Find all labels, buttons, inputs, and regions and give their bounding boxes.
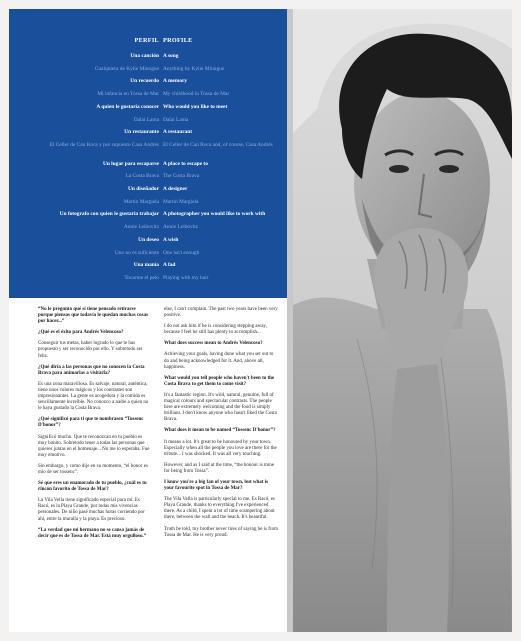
- portrait-photo: [287, 9, 512, 632]
- interview-question: ¿Qué diría a las personas que no conocen la Costa Brava para animarlas a visitarla?: [38, 364, 145, 376]
- profile-panel: [9, 9, 288, 298]
- profile-answer: My childhood in Tossa de Mar: [163, 91, 230, 98]
- profile-answer: El Celler de Can Roca and, of course, Casa Andrés: [163, 141, 273, 148]
- interview-answer: Es una zona maravillosa. Es salvaje, natural, auténtica, tiene unos colores mágicos y los contrastes son impresionantes. La gente es acogedora y la comida es sencillamente increíble. No conozco a nadie a quien no le haya gustado la Costa Brava.: [38, 381, 149, 412]
- interview-answer: However, and as I said at the time, “the honour is mine for being from Tossa”.: [164, 462, 274, 474]
- profile-answer: A song: [163, 53, 179, 59]
- profile-answer: A memory: [163, 78, 188, 85]
- profile-answer: A designer: [163, 186, 188, 192]
- interview-question: What would you tell people who haven't been to the Costa Brava to get them to come visit?: [164, 375, 275, 387]
- profile-question: Martin Margiela: [123, 198, 159, 205]
- interview-question: ¿Qué significó para ti que te nombrasen “Tossenc D'honor”?: [38, 417, 144, 429]
- profile-question: Dalai Lama: [133, 116, 159, 123]
- profile-question: Un deseo: [138, 236, 159, 243]
- interview-answer: I do not ask him if he is considering stepping away, because I feel he still has plenty to accomplish...: [164, 324, 267, 336]
- profile-answer: The Costa Brava: [163, 173, 200, 180]
- profile-question: La Costa Brava: [125, 173, 159, 180]
- profile-answer: One isn't enough: [163, 249, 200, 256]
- interview-answer: Truth be told, my brother never tires of saying he is from Tossa de Mar. He is very proud.: [164, 526, 278, 538]
- interview-answer: It's a fantastic region. It's wild, natural, genuine, full of magical colours and spectacular contrasts. The people here are extremely welcoming and the food is simply brilliant. I don't know anyone who hasn't liked the Costa Brava.: [164, 392, 277, 423]
- interview-question: “La verdad que mi hermano no se cansa jamás de decir que es de Tossa de Mar. Está muy orgulloso.”: [38, 527, 147, 539]
- profile-heading-english: PROFILE: [163, 37, 193, 44]
- interview-answer: Conseguir tus metas, haber logrado lo que te has propuesto y ser reconocido por ello. Y sobretodo ser feliz.: [38, 341, 143, 359]
- magazine-page: [9, 9, 512, 632]
- interview-answer: It means a lot. It's great to be honoured by your town. Especially when all the people you love are there for the tribute... I was shocked. It was all very touching.: [164, 439, 277, 457]
- interview-answer: else, I can't complain. The past two years have been very positive.: [164, 307, 278, 319]
- profile-answer: Dalai Lama: [163, 116, 189, 123]
- interview-answer: The Vila Vella is particularly special to me. Es Racó, es Playa Grande, thanks to everything I've experienced there. As a child, I spent a lot of time scampering about there, between the wall and the beach. It's beautiful.: [164, 497, 275, 521]
- interview-answer: Achieving your goals, having done what you set out to do and being acknowledged for it. And, above all, happiness.: [164, 352, 274, 370]
- profile-answer: Who would you like to meet: [163, 103, 228, 110]
- interview-column-english: [164, 307, 278, 544]
- profile-answer: Playing with my hair: [163, 274, 209, 281]
- profile-question: Un lugar para escaparse: [102, 160, 159, 167]
- profile-answer: A place to escape to: [163, 160, 208, 167]
- interview-answer: Significó mucho. Que te reconozcan en tu pueblo es muy bonito. Sobretodo tener a todas las personas que quieres juntas en el homenaje... No me lo esperaba. Fue muy emotivo.: [38, 434, 150, 458]
- interview-column-spanish: [38, 307, 152, 545]
- profile-question: Cualquiera de Kylie Minogue: [94, 65, 159, 72]
- interview-question: “No le pregunto qué si tiene pensado retirarse porque piensas que todavía le quedan muchas cosas por hacer...”: [38, 307, 149, 325]
- profile-answer: A fad: [163, 262, 176, 269]
- profile-question: A quien le gustaría conocer: [96, 103, 159, 110]
- profile-question: El Celler de Can Roca y por supuesto Casa Andrés: [49, 141, 159, 148]
- profile-answer: A photographer you would like to work with: [163, 211, 266, 218]
- profile-question: Un restaurante: [124, 129, 159, 136]
- interview-question: What does success mean to Andrés Velencoso?: [164, 341, 263, 347]
- interview-question: ¿Qué es el éxito para Andrés Velencoso?: [38, 330, 124, 336]
- interview-question: What does it mean to be named “Tossenc D'honor”?: [164, 428, 276, 434]
- profile-question: Tocarme el pelo: [124, 274, 159, 281]
- interview-question: Sé que eres un enamorado de tu pueblo, ¿cuál es tu rincón favorito de Tossa de Mar?: [38, 481, 147, 493]
- profile-question: Una manía: [133, 262, 159, 269]
- interview-question: I know you're a big fan of your town, but what is your favourite spot in Tossa de Mar?: [164, 479, 269, 492]
- profile-answer: A restaurant: [163, 129, 193, 136]
- profile-question: Un diseñador: [127, 186, 159, 192]
- interview-answer: Sin embargo, y como dije en su momento, “el honor es mío de ser tossenc”.: [38, 463, 148, 475]
- profile-question: Annie Leibovitz: [123, 224, 159, 231]
- interview-answer: La Vila Vella tiene significado especial para mí. Es Racó, es la Playa Grande, por todas mis vivencias personales. De niño pasé muchas horas corriendo por ahí, entre la muralla y la playa. Es precioso.: [38, 498, 145, 522]
- profile-question: Un recuerdo: [130, 78, 159, 85]
- profile-question: Mi infancia en Tossa de Mar: [97, 91, 159, 98]
- profile-heading-spanish: PERFIL: [134, 37, 159, 44]
- profile-answer: Annie Leibovitz: [163, 224, 199, 231]
- profile-answer: A wish: [163, 236, 179, 243]
- portrait-illustration: [287, 9, 512, 632]
- profile-question: Una canción: [130, 53, 159, 59]
- profile-answer: Martin Margiela: [163, 198, 199, 205]
- profile-question: Uno no es suficiente: [114, 249, 159, 256]
- profile-answer: Anything by Kylie Minogue: [163, 65, 225, 72]
- profile-question: Un fotografo con quien le gustaria trabajar: [59, 211, 159, 218]
